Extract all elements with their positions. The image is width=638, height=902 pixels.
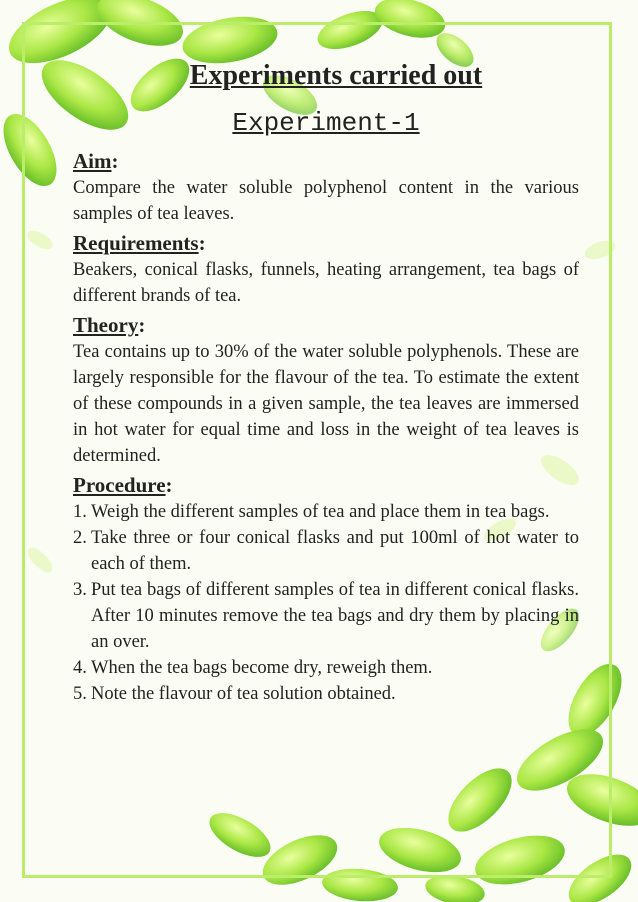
- aim-text: Compare the water soluble polyphenol content in the various samples of tea leaves.: [73, 178, 579, 224]
- step-number: 3.: [73, 580, 87, 600]
- requirements-heading-label: Requirements: [73, 231, 199, 255]
- step-text: Note the flavour of tea solution obtained.: [91, 684, 396, 704]
- step-text: Take three or four conical flasks and put 100ml of hot water to each of them.: [91, 528, 579, 574]
- theory-text: Tea contains up to 30% of the water soluble polyphenols. These are largely responsible for the flavour of the tea. To estimate the extent of these compounds in a given sample, the tea leaves are immersed in hot water for equal time and loss in the weight of tea leaves is determined.: [73, 342, 579, 466]
- procedure-step: [73, 655, 579, 681]
- requirements-text: Beakers, conical flasks, funnels, heating arrangement, tea bags of different brands of tea.: [73, 260, 579, 306]
- step-number: 5.: [73, 684, 87, 704]
- content-area: [73, 56, 579, 707]
- procedure-heading-colon: :: [165, 473, 173, 497]
- requirements-heading-colon: :: [198, 231, 206, 255]
- step-text: When the tea bags become dry, reweigh them.: [91, 658, 433, 678]
- aim-heading: [73, 148, 579, 175]
- requirements-heading: [73, 230, 579, 257]
- page-title: Experiments carried out: [189, 60, 483, 91]
- procedure-step: [73, 499, 579, 525]
- theory-heading-colon: :: [138, 313, 146, 337]
- step-number: 4.: [73, 658, 87, 678]
- aim-heading-colon: :: [111, 149, 119, 173]
- step-text: Weigh the different samples of tea and place them in tea bags.: [91, 502, 550, 522]
- experiment-subtitle: Experiment-1: [232, 108, 420, 138]
- step-number: 1.: [73, 502, 87, 522]
- procedure-step: [73, 525, 579, 577]
- theory-heading: [73, 312, 579, 339]
- step-number: 2.: [73, 528, 87, 548]
- procedure-list: [73, 499, 579, 707]
- theory-heading-label: Theory: [73, 313, 139, 337]
- procedure-heading-label: Procedure: [73, 473, 166, 497]
- procedure-step: [73, 681, 579, 707]
- aim-heading-label: Aim: [73, 149, 112, 173]
- procedure-step: [73, 577, 579, 655]
- procedure-heading: [73, 472, 579, 499]
- step-text: Put tea bags of different samples of tea in different conical flasks. After 10 minutes remove the tea bags and dry them by placing in an over.: [91, 580, 579, 652]
